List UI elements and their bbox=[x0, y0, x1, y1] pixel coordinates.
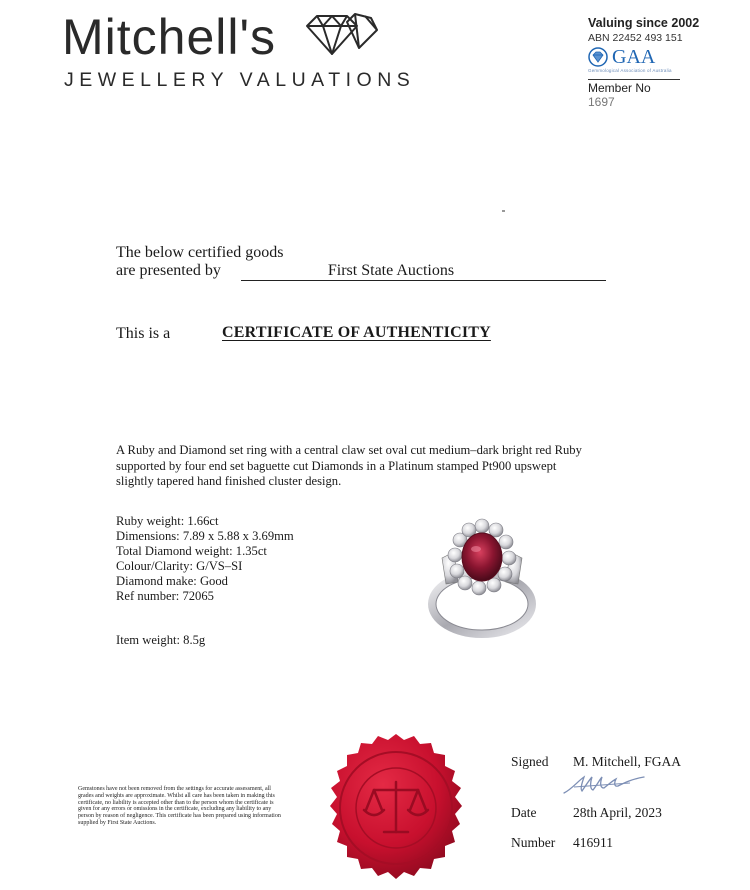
intro-line-2: are presented by bbox=[116, 262, 221, 279]
number-label: Number bbox=[511, 835, 556, 850]
date-label: Date bbox=[511, 805, 537, 820]
valuing-since: Valuing since 2002 bbox=[588, 16, 700, 30]
wax-seal-icon bbox=[316, 730, 476, 890]
presenter-name: First State Auctions bbox=[327, 262, 455, 279]
date-value: 28th April, 2023 bbox=[573, 805, 662, 820]
certificate-number: 416911 bbox=[573, 835, 613, 850]
gaa-label: GAA bbox=[612, 46, 656, 68]
spec-diamond-weight: Total Diamond weight: 1.35ct bbox=[116, 544, 267, 558]
this-is-label: This is a bbox=[116, 325, 171, 342]
gaa-gem-icon bbox=[588, 47, 608, 67]
spec-diamond-make: Diamond make: Good bbox=[116, 574, 228, 588]
brand-name: Mitchell's bbox=[62, 9, 277, 65]
spec-ref-number: Ref number: 72065 bbox=[116, 589, 214, 603]
signer-name: M. Mitchell, FGAA bbox=[573, 754, 681, 769]
diamond-logo-icon bbox=[303, 12, 379, 56]
ring-photo bbox=[412, 512, 547, 642]
presenter-underline bbox=[241, 280, 606, 281]
item-description: A Ruby and Diamond set ring with a central claw set oval cut medium–dark bright red Ruby supported by four end set baguette cut Diamonds in a Platinum stamped Pt900 upswept slightly tapered hand finished cluster design. bbox=[116, 443, 582, 488]
disclaimer-text: Gemstones have not been removed from the settings for accurate assessment, all grades and weights are approximate. Whilst all care has been taken in making this certificate, no liability is accepted other than to the person whom the certificate is given for any errors or omissions in the certificate, excluding any liability to any person by reason of negligence. This certificate has been prepared using information supplied by First State Auctions. bbox=[78, 786, 281, 826]
certificate-title: CERTIFICATE OF AUTHENTICITY bbox=[222, 324, 491, 341]
spec-ruby-weight: Ruby weight: 1.66ct bbox=[116, 514, 219, 528]
gaa-badge bbox=[588, 47, 655, 67]
speck-mark bbox=[502, 210, 505, 212]
gaa-tagline: Gemmological Association of Australia bbox=[588, 68, 672, 73]
member-label: Member No bbox=[588, 81, 651, 95]
spec-list bbox=[116, 514, 294, 604]
member-row bbox=[588, 79, 680, 109]
abn-number: ABN 22452 493 151 bbox=[588, 32, 683, 44]
brand-subtitle: JEWELLERY VALUATIONS bbox=[64, 69, 416, 91]
spec-dimensions: Dimensions: 7.89 x 5.88 x 3.69mm bbox=[116, 529, 294, 543]
signed-label: Signed bbox=[511, 754, 549, 769]
handwritten-signature bbox=[560, 773, 650, 797]
intro-line-1: The below certified goods bbox=[116, 244, 284, 261]
member-number: 1697 bbox=[588, 95, 615, 109]
spec-colour-clarity: Colour/Clarity: G/VS–SI bbox=[116, 559, 243, 573]
item-weight: Item weight: 8.5g bbox=[116, 633, 206, 647]
